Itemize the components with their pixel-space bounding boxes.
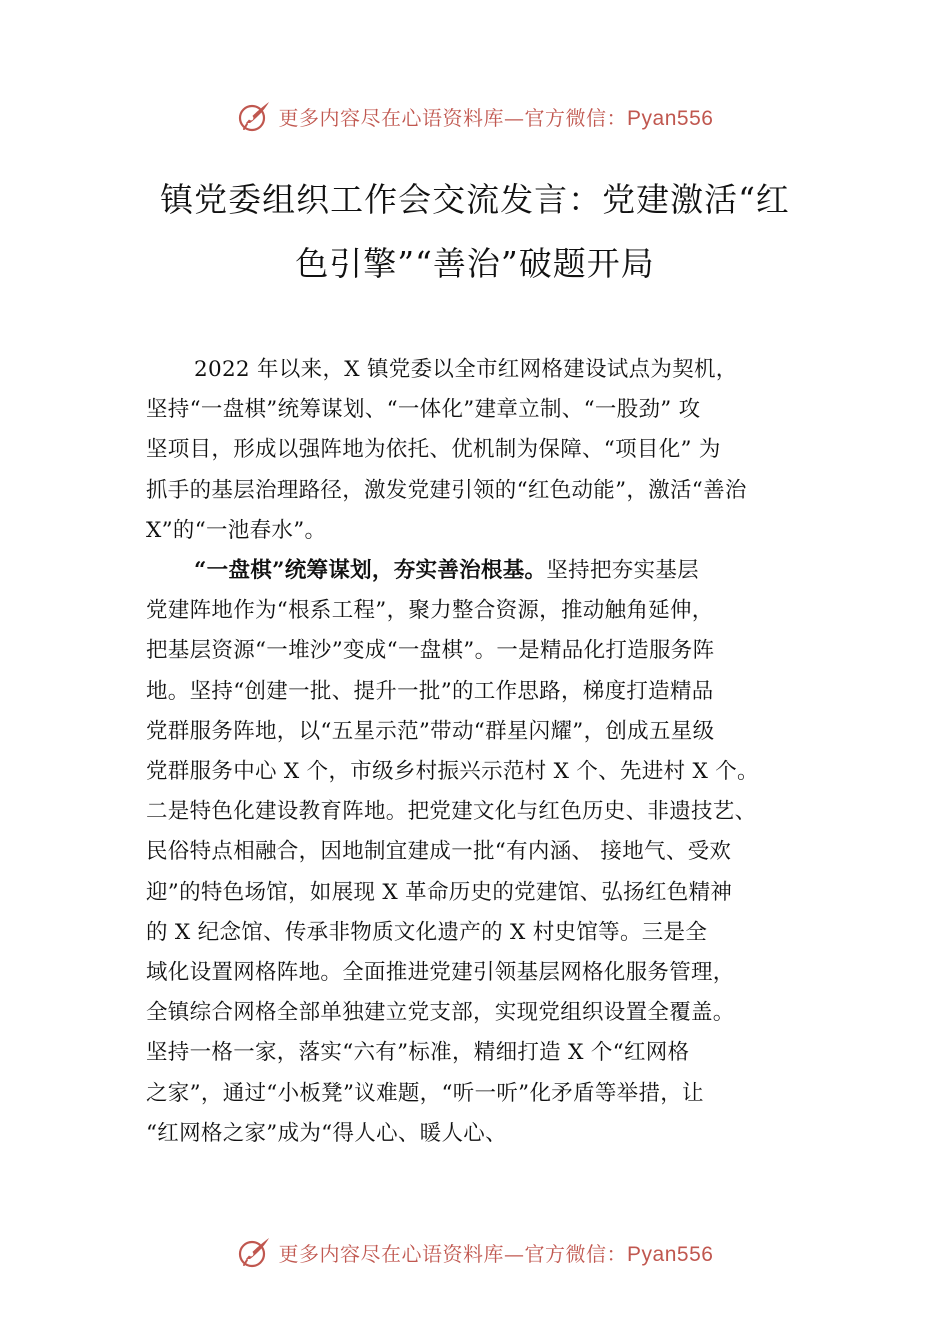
paragraph-line: 二是特色化建设教育阵地。把党建文化与红色历史、非遗技艺、	[146, 799, 757, 825]
paragraph-line: 抓手的基层治理路径，激发党建引领的“红色动能”，激活“善治	[146, 477, 747, 503]
document-body	[146, 350, 818, 1154]
section-heading: “一盘棋”统筹谋划，夯实善治根基。	[194, 558, 547, 584]
paragraph-line: 之家”，通过“小板凳”议难题，“听一听”化矛盾等举措，让	[146, 1080, 704, 1106]
quill-logo-icon	[237, 1235, 273, 1269]
paragraph-line: 党群服务阵地，以“五星示范”带动“群星闪耀”，创成五星级	[146, 718, 715, 744]
paragraph-line: 地。坚持“创建一批、提升一批”的工作思路，梯度打造精品	[146, 678, 714, 704]
paragraph-line: 把基层资源“一堆沙”变成“一盘棋”。一是精品化打造服务阵	[146, 638, 715, 664]
paragraph-line: 民俗特点相融合，因地制宜建成一批“有内涵、 接地气、受欢	[146, 839, 732, 865]
paragraph-line: “红网格之家”成为“得人心、暖人心、	[146, 1120, 507, 1146]
paragraph-line: 坚持一格一家，落实“六有”标准，精细打造 X 个“红网格	[146, 1040, 690, 1066]
watermark-label: 更多内容尽在心语资料库—官方微信：	[278, 105, 628, 130]
paragraph-line: 域化设置网格阵地。全面推进党建引领基层网格化服务管理，	[146, 960, 735, 986]
heading-continuation: 坚持把夯实基层	[546, 558, 699, 584]
watermark-account: Pyan556	[627, 106, 714, 130]
paragraph-line: 党群服务中心 X 个，市级乡村振兴示范村 X 个、先进村 X 个。	[146, 759, 759, 785]
paragraph-line: 迎”的特色场馆，如展现 X 革命历史的党建馆、弘扬红色精神	[146, 879, 733, 905]
paragraph-line: 坚项目，形成以强阵地为依托、优机制为保障、“项目化” 为	[146, 437, 721, 463]
paragraph-line: 的 X 纪念馆、传承非物质文化遗产的 X 村史馆等。三是全	[146, 919, 708, 945]
title-line-1: 镇党委组织工作会交流发言：党建激活“红	[160, 180, 790, 219]
watermark-text	[279, 102, 714, 131]
document-title	[140, 168, 810, 296]
watermark-account: Pyan556	[627, 1242, 714, 1266]
paragraph-line: 党建阵地作为“根系工程”，聚力整合资源，推动触角延伸，	[146, 598, 714, 624]
watermark-label: 更多内容尽在心语资料库—官方微信：	[278, 1241, 628, 1266]
paragraph-line: 2022 年以来，X 镇党委以全市红网格建设试点为契机，	[194, 357, 738, 382]
paragraph-line: 坚持“一盘棋”统筹谋划、“一体化”建章立制、“一股劲” 攻	[146, 397, 701, 423]
paragraph-section-1	[146, 551, 818, 1154]
quill-logo-icon	[237, 99, 273, 133]
paragraph-intro	[146, 350, 818, 551]
paragraph-first-line	[146, 551, 818, 591]
paragraph-line: X”的“一池春水”。	[146, 517, 327, 543]
footer-watermark	[0, 1232, 950, 1272]
paragraph-line: 全镇综合网格全部单独建立党支部，实现党组织设置全覆盖。	[146, 1000, 735, 1026]
title-line-2: 色引擎”“善治”破题开局	[295, 244, 655, 283]
watermark-text	[279, 1238, 714, 1267]
header-watermark	[0, 96, 950, 136]
